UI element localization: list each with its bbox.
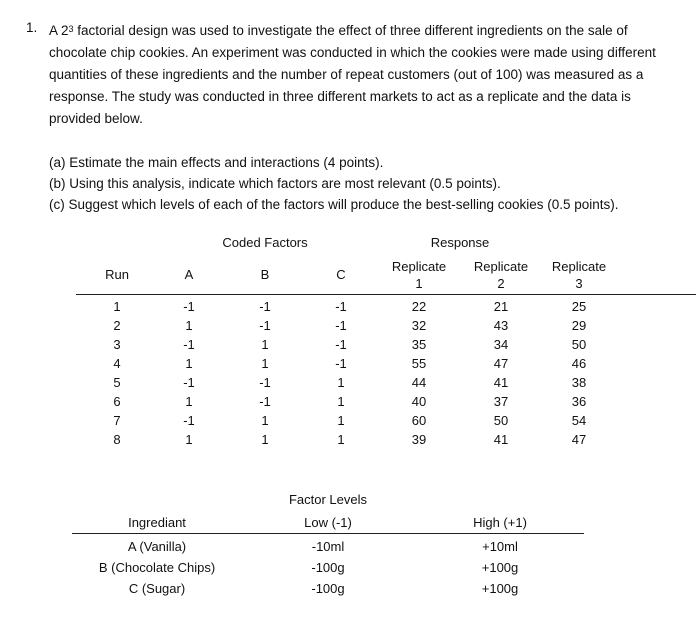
col-run: Run	[105, 267, 129, 282]
cell-low: -100g	[311, 560, 345, 575]
cell-low: -100g	[311, 581, 345, 596]
cell-a: -1	[183, 337, 195, 352]
col-b: B	[260, 267, 270, 282]
cell-rep1: 39	[411, 432, 427, 447]
cell-high: +10ml	[482, 539, 518, 554]
part-a: (a) Estimate the main effects and interactions (4 points).	[49, 155, 384, 170]
cell-a: 1	[185, 394, 193, 409]
intro-before-sup: A 2	[49, 23, 69, 38]
col-rep3-top: Replicate	[551, 259, 607, 274]
response-header: Response	[430, 235, 490, 250]
cell-c: -1	[335, 356, 347, 371]
cell-a: -1	[183, 299, 195, 314]
cell-c: -1	[335, 318, 347, 333]
design-table-rule	[76, 294, 696, 295]
col-c: C	[336, 267, 346, 282]
cell-ingredient: C (Sugar)	[128, 581, 186, 596]
cell-a: -1	[183, 375, 195, 390]
cell-run: 1	[113, 299, 121, 314]
cell-b: 1	[261, 413, 269, 428]
cell-rep2: 43	[493, 318, 509, 333]
cell-c: 1	[337, 375, 345, 390]
intro-superscript: 3	[68, 24, 74, 34]
cell-rep3: 50	[571, 337, 587, 352]
col-ingredient: Ingrediant	[128, 515, 186, 530]
cell-run: 3	[113, 337, 121, 352]
cell-rep1: 55	[411, 356, 427, 371]
cell-a: -1	[183, 413, 195, 428]
col-a: A	[184, 267, 194, 282]
cell-rep1: 22	[411, 299, 427, 314]
cell-rep3: 25	[571, 299, 587, 314]
cell-b: 1	[261, 356, 269, 371]
cell-rep1: 44	[411, 375, 427, 390]
cell-a: 1	[185, 318, 193, 333]
cell-run: 2	[113, 318, 121, 333]
cell-rep2: 50	[493, 413, 509, 428]
levels-table-rule	[72, 533, 584, 534]
cell-b: -1	[259, 394, 271, 409]
cell-rep3: 38	[571, 375, 587, 390]
cell-rep2: 41	[493, 375, 509, 390]
cell-b: 1	[261, 432, 269, 447]
coded-factors-header: Coded Factors	[222, 235, 308, 250]
cell-rep2: 21	[493, 299, 509, 314]
cell-rep3: 29	[571, 318, 587, 333]
cell-rep3: 54	[571, 413, 587, 428]
cell-rep2: 34	[493, 337, 509, 352]
col-rep2-num: 2	[497, 276, 505, 291]
cell-a: 1	[185, 432, 193, 447]
cell-ingredient: B (Chocolate Chips)	[98, 560, 216, 575]
cell-c: -1	[335, 337, 347, 352]
cell-c: 1	[337, 394, 345, 409]
question-intro	[49, 20, 685, 130]
cell-b: 1	[261, 337, 269, 352]
cell-rep2: 47	[493, 356, 509, 371]
cell-high: +100g	[481, 560, 519, 575]
cell-rep2: 37	[493, 394, 509, 409]
part-c: (c) Suggest which levels of each of the factors will produce the best-selling cookies (0.5 points).	[49, 197, 619, 212]
cell-high: +100g	[481, 581, 519, 596]
question-parts	[49, 152, 685, 215]
cell-b: -1	[259, 318, 271, 333]
cell-c: 1	[337, 432, 345, 447]
cell-b: -1	[259, 299, 271, 314]
cell-run: 4	[113, 356, 121, 371]
part-b: (b) Using this analysis, indicate which factors are most relevant (0.5 points).	[49, 176, 501, 191]
cell-ingredient: A (Vanilla)	[127, 539, 187, 554]
cell-rep3: 46	[571, 356, 587, 371]
cell-rep2: 41	[493, 432, 509, 447]
cell-b: -1	[259, 375, 271, 390]
col-rep2-top: Replicate	[473, 259, 529, 274]
cell-run: 7	[113, 413, 121, 428]
cell-rep3: 47	[571, 432, 587, 447]
cell-rep1: 35	[411, 337, 427, 352]
factor-levels-header: Factor Levels	[288, 492, 368, 507]
cell-rep1: 40	[411, 394, 427, 409]
cell-c: 1	[337, 413, 345, 428]
cell-c: -1	[335, 299, 347, 314]
cell-run: 5	[113, 375, 121, 390]
cell-rep1: 60	[411, 413, 427, 428]
col-rep1-num: 1	[415, 276, 423, 291]
cell-a: 1	[185, 356, 193, 371]
cell-run: 8	[113, 432, 121, 447]
cell-rep1: 32	[411, 318, 427, 333]
col-high: High (+1)	[473, 515, 527, 530]
cell-rep3: 36	[571, 394, 587, 409]
col-rep3-num: 3	[575, 276, 583, 291]
col-rep1-top: Replicate	[391, 259, 447, 274]
col-low: Low (-1)	[304, 515, 352, 530]
cell-run: 6	[113, 394, 121, 409]
intro-after-sup: factorial design was used to investigate the effect of three different ingredients on the sale of chocolate chip cookies. An experiment was conducted in which the cookies were made using different quantities of these ingredients and the number of repeat customers (out of 100) was measured as a response. The study was conducted in three different markets to act as a replicate and the data is provided below.	[49, 23, 656, 126]
question-number: 1.	[26, 20, 38, 35]
cell-low: -10ml	[311, 539, 345, 554]
